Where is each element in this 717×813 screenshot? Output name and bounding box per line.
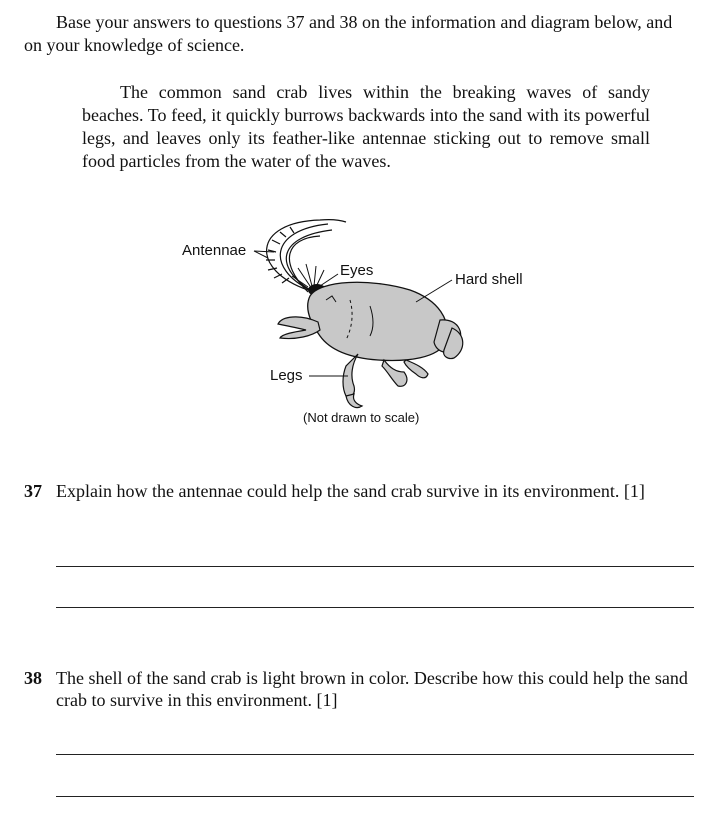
answer-line-38-2[interactable] bbox=[56, 796, 694, 797]
tail-drawing bbox=[434, 320, 463, 359]
intro-content: Base your answers to questions 37 and 38 on the information and diagram below, and on your knowledge of science. bbox=[24, 12, 673, 55]
antennae-drawing bbox=[266, 220, 346, 292]
answer-line-37-1[interactable] bbox=[56, 566, 694, 567]
question-38-number: 38 bbox=[24, 668, 42, 688]
sand-crab-diagram bbox=[170, 210, 550, 435]
diagram-caption: (Not drawn to scale) bbox=[303, 410, 420, 425]
question-38-text: The shell of the sand crab is light brown in color. Describe how this could help the sand crab to survive in this environment. [1] bbox=[56, 668, 688, 710]
answer-line-38-1[interactable] bbox=[56, 754, 694, 755]
antennae-label: Antennae bbox=[182, 242, 247, 259]
question-37-text: Explain how the antennae could help the sand crab survive in its environment. [1] bbox=[56, 481, 645, 501]
question-38 bbox=[24, 667, 694, 711]
passage-content: The common sand crab lives within the breaking waves of sandy beaches. To feed, it quickly burrows backwards into the sand with its powerful legs, and leaves only its feather-like antennae sticking out to remove small food particles from the water of the waves. bbox=[82, 82, 650, 171]
eyes-label: Eyes bbox=[340, 262, 374, 279]
hard-shell-label: Hard shell bbox=[455, 271, 523, 288]
legs-label: Legs bbox=[270, 367, 303, 384]
passage-text bbox=[82, 81, 650, 173]
answer-line-37-2[interactable] bbox=[56, 607, 694, 608]
question-37 bbox=[24, 480, 694, 502]
claw-drawing bbox=[278, 317, 320, 339]
question-37-number: 37 bbox=[24, 481, 42, 501]
legs-drawing bbox=[343, 354, 428, 408]
hard-shell-drawing bbox=[308, 282, 448, 360]
intro-text bbox=[24, 11, 684, 57]
eye-stalks bbox=[292, 264, 324, 287]
